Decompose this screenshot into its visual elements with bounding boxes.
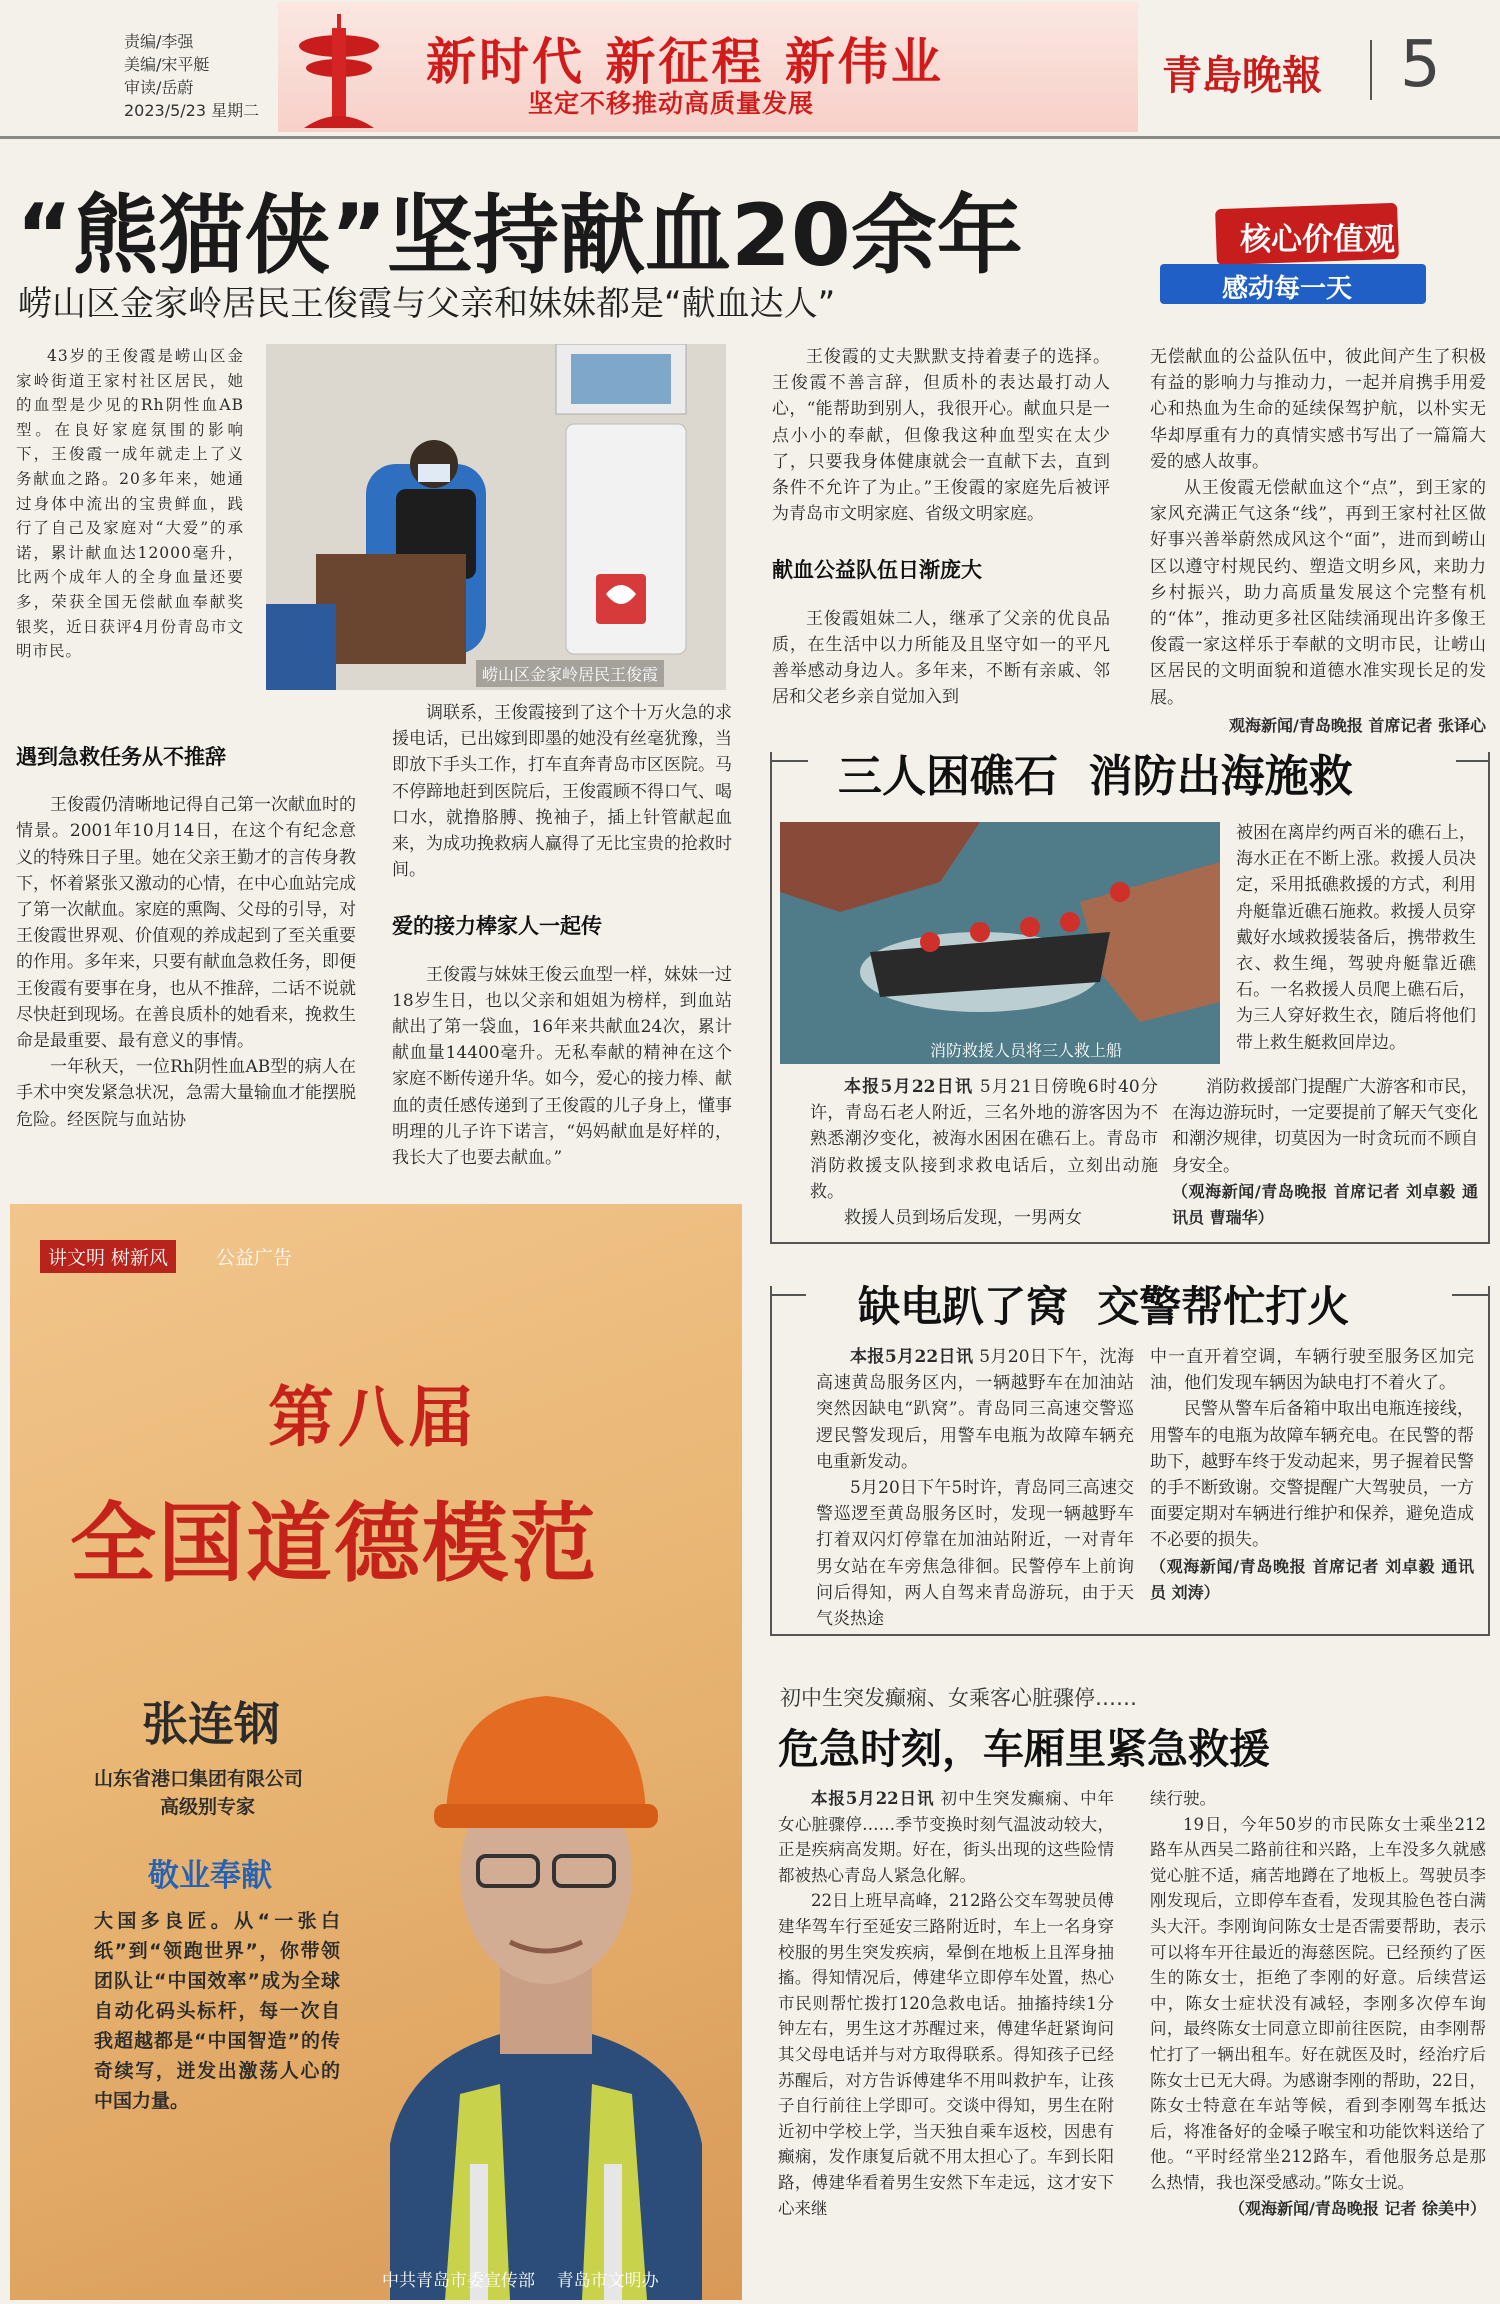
ad-org-1: 山东省港口集团有限公司: [94, 1768, 304, 1790]
paragraph: 王俊霞仍清晰地记得自己第一次献血时的情景。2001年10月14日，在这个有纪念意义的特殊日子里。她在父亲王勤才的言传身教下，怀着紧张又激动的心情，在中心血站完成了第一次献血。家庭的熏陶、父母的引导，对王俊霞世界观、价值观的养成起到了至关重要的作用。多年来，只要有献血急救任务，即便王俊霞有要事在身，也从不推辞，二话不说就尽快赶到现场。在善良质朴的她看来，挽救生命是最重要、最有意义的事情。: [16, 795, 356, 1052]
paragraph: 从王俊霞无偿献血这个“点”，到王家的家风充满正气这条“线”，再到王家村社区做好事兴善举蔚然成风这个“面”，进而到崂山区以遵守村规民约、塑造文明乡风，来助力乡村振兴，助力高质量发展这个完整有机的“体”，推动更多社区陆续涌现出许多像王俊霞一家这样乐于奉献的文明市民，让崂山区居民的文明面貌和道德水准实现长足的发展。: [1150, 478, 1486, 708]
editor-line: 美编/宋平艇: [124, 55, 210, 74]
ad-line-1: 第八届: [268, 1379, 478, 1456]
bus-col-2: [1150, 1786, 1486, 2221]
ad-line-2: 全国道德模范: [70, 1494, 598, 1594]
story-traffic-police: [770, 1282, 1490, 1636]
lead-byline: 观海新闻/青岛晚报 首席记者 张译心: [1229, 715, 1486, 735]
banner: [278, 2, 1138, 132]
photo-caption: 崂山区金家岭居民王俊霞: [476, 660, 664, 687]
paragraph: 中一直开着空调，车辆行驶至服务区加完油，他们发现车辆因为缺电打不着火了。: [1150, 1347, 1474, 1394]
lead-col-1: [16, 744, 356, 1133]
traffic-right-col: [1150, 1344, 1474, 1606]
paragraph: 救援人员到场后发现，一男两女: [844, 1208, 1082, 1229]
fire-byline: （观海新闻/青岛晚报 首席记者 刘卓毅 通讯员 曹瑞华）: [1172, 1181, 1478, 1228]
dateline: 本报5月22日讯: [844, 1077, 974, 1097]
paragraph: 初中生突发癫痫、中年女心脏骤停……季节变换时刻气温波动较大，正是疾病高发期。好在，街头出现的这些险情都被热心青岛人紧急化解。: [778, 1789, 1115, 1885]
editor-line: 责编/李强: [124, 32, 194, 51]
subhead-2: 爱的接力棒家人一起传: [392, 914, 602, 939]
public-ad: [10, 1204, 742, 2300]
editor-line: 2023/5/23 星期二: [124, 101, 260, 120]
paragraph: 王俊霞姐妹二人，继承了父亲的优良品质，在生活中以力所能及且坚守如一的平凡善举感动身边人。多年来，不断有亲戚、邻居和父老乡亲自觉加入到: [772, 608, 1110, 708]
lead-photo: [266, 344, 726, 690]
core-values-badge: [1160, 200, 1430, 310]
traffic-byline: （观海新闻/青岛晚报 首席记者 刘卓毅 通讯员 刘涛）: [1150, 1556, 1474, 1602]
header-rule: [0, 136, 1500, 139]
paragraph: 王俊霞的丈夫默默支持着妻子的选择。王俊霞不善言辞，但质朴的表达最打动人心，“能帮助到别人，我很开心。献血只是一点小小的奉献，但像我这种血型实在太少了，只要我身体健康就会一直献下去，直到条件不允许了为止。”王俊霞的家庭先后被评为青岛市文明家庭、省级文明家庭。: [772, 347, 1110, 525]
intro-paragraph: 43岁的王俊霞是崂山区金家岭街道王家村社区居民，她的血型是少见的Rh阴性血AB型。在良好家庭氛围的影响下，王俊霞一成年就走上了义务献血之路。20多年来，她通过身体中流出的宝贵鲜血，践行了自己及家庭对“大爱”的承诺，累计献血达12000毫升，比两个成年人的全身血量还要多，荣获全国无偿献血奉献奖银奖，近日获评4月份青岛市文明市民。: [16, 347, 244, 661]
paragraph: 5月20日下午5时许，青岛同三高速交警巡逻至黄岛服务区时，发现一辆越野车打着双闪灯停靠在加油站附近，一对青年男女站在车旁焦急徘徊。民警停车上前询问后得知，两人自驾来青岛游玩，由于天气炎热途: [816, 1478, 1134, 1630]
worker-portrait: [350, 1624, 742, 2300]
paragraph: 民警从警车后备箱中取出电瓶连接线，用警车的电瓶为故障车辆充电。在民警的帮助下，越野车终于发动起来，男子握着民警的手不断致谢。交警提醒广大驾驶员，一方面要定期对车辆进行维护和保养，避免造成不必要的损失。: [1150, 1399, 1474, 1551]
paragraph: 22日上班早高峰，212路公交车驾驶员傅建华驾车行至延安三路附近时，车上一名身穿校服的男生突发疾病，晕倒在地板上且浑身抽搐。得知情况后，傅建华立即停车处置，热心市民则帮忙拨打120急救电话。抽搐持续1分钟左右，男生这才苏醒过来，傅建华赶紧询问其父母电话并与对方取得联系。得知孩子已经苏醒后，对方告诉傅建华不用叫救护车，让孩子自行前往上学即可。交谈中得知，男生在附近初中学校上学，当天独自乘车返校，因患有癫痫，发作康复后就不用太担心了。车到长阳路，傅建华看着男生安然下车走远，这才安下心来继: [778, 1891, 1114, 2218]
paragraph: 5月20日下午，沈海高速黄岛服务区内，一辆越野车在加油站突然因缺电“趴窝”。青岛同三高速交警巡逻民警发现后，用警车电瓶为故障车辆充电重新发动。: [816, 1347, 1135, 1472]
page-number: 5: [1400, 28, 1441, 102]
paper-name: 青島晚報: [1162, 52, 1322, 99]
paragraph: 调联系，王俊霞接到了这个十万火急的求援电话，已出嫁到即墨的她没有丝毫犹豫，当即放下手头工作，打车直奔青岛市区医院。马不停蹄地赶到医院后，王俊霞顾不得口气、喝口水，就撸胳膊、挽袖子，插上针管献起血来，为成功挽救病人赢得了无比宝贵的抢救时间。: [392, 703, 732, 881]
badge-title: 核心价值观: [1240, 222, 1395, 258]
fire-title: 三人困礁石 消防出海施救: [838, 751, 1353, 802]
bus-kicker: 初中生突发癫痫、女乘客心脏骤停……: [780, 1686, 1137, 1710]
bus-title: 危急时刻，车厢里紧急救援: [778, 1725, 1270, 1773]
banner-main: 新时代 新征程 新伟业: [426, 33, 944, 91]
paragraph: 续行驶。: [1150, 1789, 1216, 1808]
ad-footer: 中共青岛市委宣传部 青岛市文明办: [382, 2271, 659, 2291]
traffic-title: 缺电趴了窝 交警帮忙打火: [858, 1282, 1350, 1331]
traffic-left-col: [816, 1344, 1134, 1632]
dateline: 本报5月22日讯: [811, 1789, 935, 1808]
paragraph: 王俊霞与妹妹王俊云血型一样，妹妹一过18岁生日，也以父亲和姐姐为榜样，到血站献出了第一袋血，16年来共献血24次，累计献血量14400毫升。无私奉献的精神在这个家庭不断传递升华。如今，爱心的接力棒、献血的责任感传递到了王俊霞的儿子身上，懂事明理的儿子许下诺言，“妈妈献血是好样的，我长大了也要去献血。”: [392, 964, 732, 1169]
fire-photo-caption: 消防救援人员将三人救上船: [930, 1041, 1123, 1060]
bus-col-1: [778, 1786, 1114, 2221]
bus-byline: （观海新闻/青岛晚报 记者 徐美中）: [1229, 2198, 1486, 2218]
paragraph: 消防救援部门提醒广大游客和市民，在海边游玩时，一定要提前了解天气变化和潮汐规律，切莫因为一时贪玩而不顾自身安全。: [1172, 1077, 1478, 1176]
paragraph: 5月21日傍晚6时40分许，青岛石老人附近，三名外地的游客因为不熟悉潮汐变化，被海水困困在礁石上。青岛市消防救援支队接到求救电话后，立刻出动施救。: [810, 1077, 1158, 1202]
ad-tag: 讲文明 树新风: [40, 1240, 176, 1273]
subhead-1: 遇到急救任务从不推辞: [16, 745, 226, 769]
paragraph: 被困在离岸约两百米的礁石上，海水正在不断上涨。救援人员决定，采用抵礁救援的方式，利用舟艇靠近礁石施救。救援人员穿戴好水域救援装备后，携带救生衣、救生绳，驾驶舟艇靠近礁石。一名救援人员爬上礁石后，为三人穿好救生衣，随后将他们带上救生艇救回岸边。: [1236, 823, 1476, 1053]
badge-sub: 感动每一天: [1222, 274, 1353, 304]
paragraph: 19日，今年50岁的市民陈女士乘坐212路车从西吴二路前往和兴路，上车没多久就感觉心脏不适，痛苦地蹲在了地板上。驾驶员李刚发现后，立即停车查看，发现其脸色苍白满头大汗。李刚询问陈女士是否需要帮助，表示可以将车开往最近的海慈医院。已经预约了医生的陈女士，拒绝了李刚的好意。后续营运中，陈女士症状没有减轻，李刚多次停车询问，最终陈女士同意立即前往医院，由李刚帮忙打了一辆出租车。好在就医及时，经治疗后陈女士已无大碍。为感谢李刚的帮助，22日，陈女士特意在车站等候，看到李刚驾车抵达后，将准备好的金嗓子喉宝和功能饮料送给了他。“平时经常坐212路车，看他服务总是那么热情，我也深受感动。”陈女士说。: [1150, 1814, 1486, 2192]
ad-category: 敬业奉献: [148, 1858, 272, 1894]
ad-tag-2: 公益广告: [216, 1247, 293, 1269]
paragraph: 一年秋天，一位Rh阴性血AB型的病人在手术中突发紧急状况，急需大量输血才能摆脱危险。经医院与血站协: [16, 1057, 356, 1130]
story-fire-rescue: [770, 752, 1490, 1244]
banner-sub: 坚定不移推动高质量发展: [528, 89, 815, 118]
tower-icon: [284, 12, 394, 132]
subhead-3: 献血公益队伍日渐庞大: [772, 558, 982, 583]
lead-col-3: [772, 344, 1110, 710]
editor-line: 审读/岳蔚: [124, 78, 194, 97]
lead-subtitle: 崂山区金家岭居民王俊霞与父亲和妹妹都是“献血达人”: [18, 284, 836, 324]
fire-right-col: [1236, 820, 1476, 1056]
lead-intro: [16, 344, 244, 664]
editor-info: [124, 30, 259, 122]
fire-left-col: [810, 1074, 1158, 1231]
ad-description: 大国多良匠。从“一张白纸”到“领跑世界”，你带领团队让“中国效率”成为全球自动化码头标杆，每一次自我超越都是“中国智造”的传奇续写，迸发出激荡人心的中国力量。: [94, 1910, 340, 2112]
ad-org-2: 高级别专家: [160, 1796, 256, 1818]
header-divider: [1370, 40, 1372, 100]
lead-col-4: [1150, 344, 1486, 739]
fire-photo: [780, 822, 1220, 1064]
dateline: 本报5月22日讯: [850, 1347, 974, 1367]
ad-person-name: 张连钢: [142, 1697, 280, 1751]
lead-col-2: [392, 700, 732, 1171]
paragraph: 无偿献血的公益队伍中，彼此间产生了积极有益的影响力与推动力，一起并肩携手用爱心和热血为生命的延续保驾护航，以朴实无华却厚重有力的真情实感书写出了一篇篇大爱的感人故事。: [1150, 347, 1486, 472]
lead-title: “熊猫侠”坚持献血20余年: [16, 186, 1023, 286]
fire-right-col-2: [1172, 1074, 1478, 1231]
